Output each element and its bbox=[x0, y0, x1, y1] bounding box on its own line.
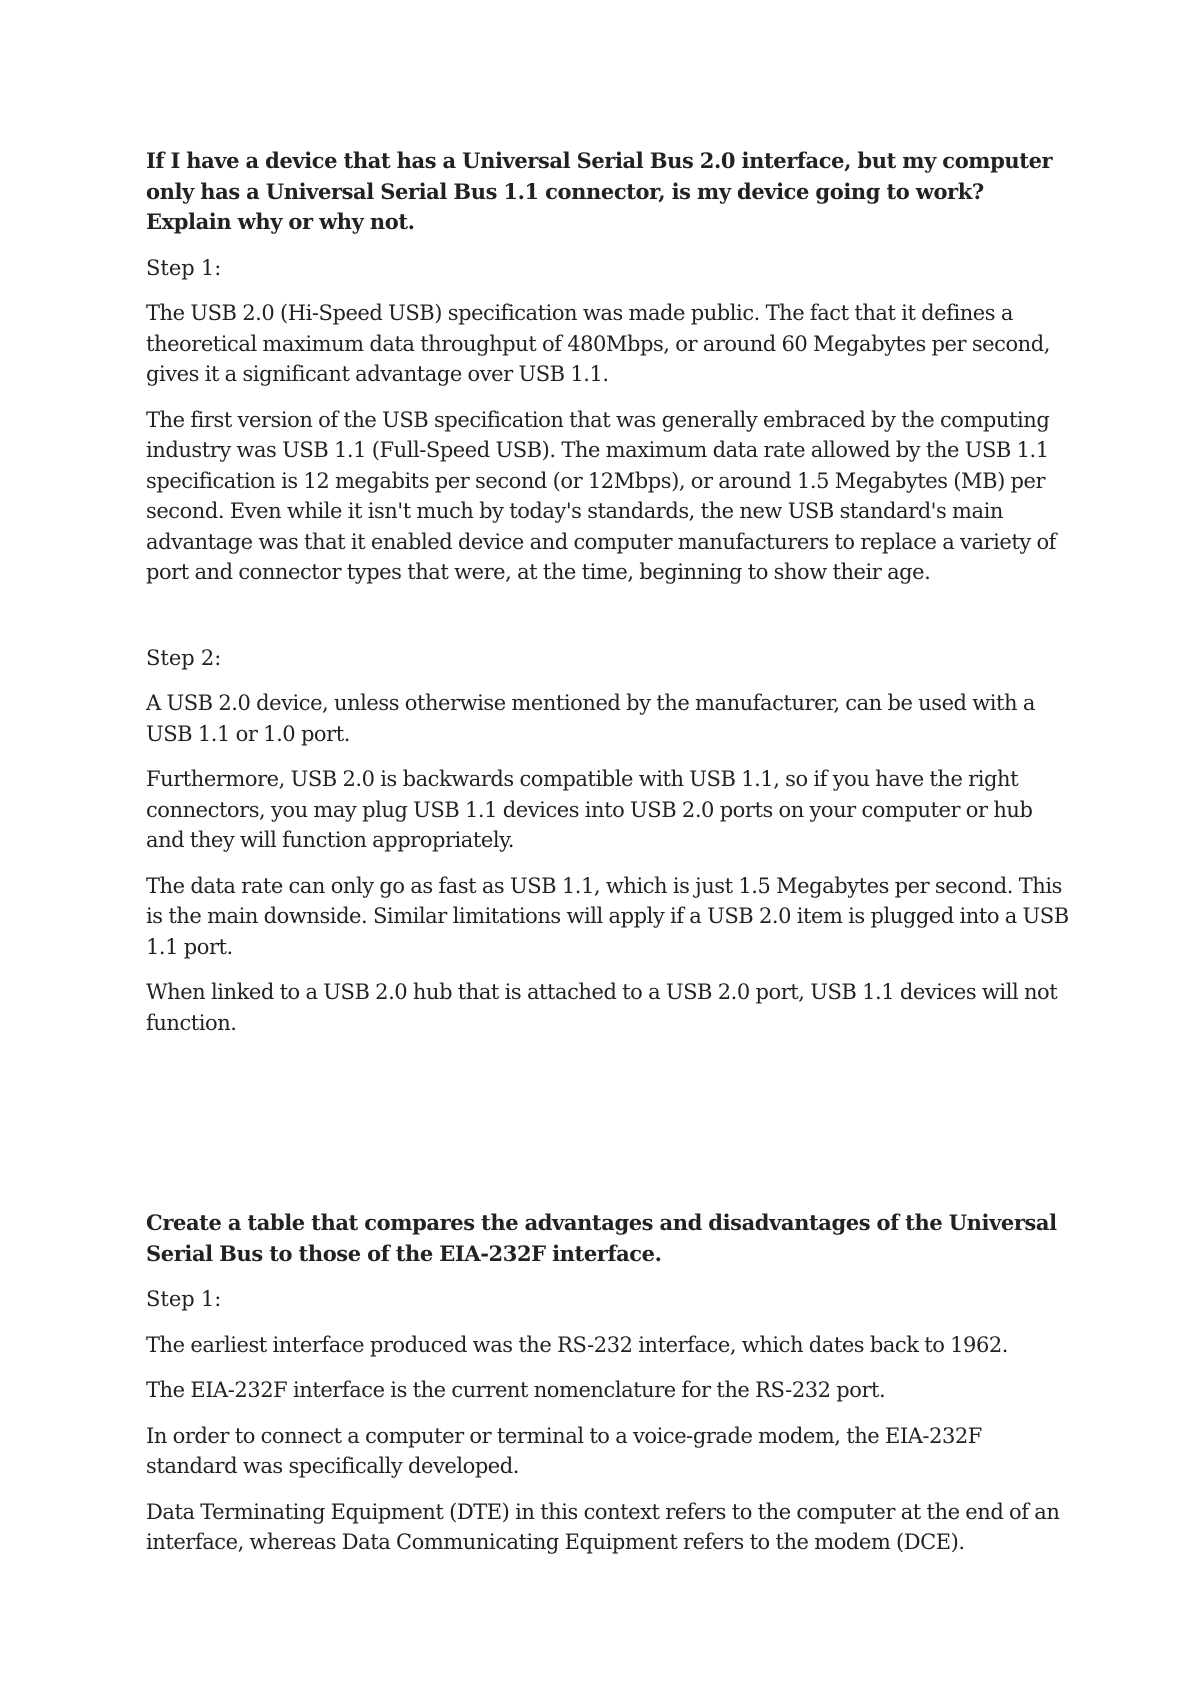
question-heading: If I have a device that has a Universal Serial Bus 2.0 interface, but my computer only has a Universal Serial Bus 1.1 connector, is my device going to work? Explain why or why not. bbox=[146, 148, 1053, 234]
paragraph: The earliest interface produced was the RS-232 interface, which dates back to 1962. bbox=[146, 1332, 1008, 1357]
paragraph: A USB 2.0 device, unless otherwise mentioned by the manufacturer, can be used with a USB 1.1 or 1.0 port. bbox=[146, 691, 1035, 746]
question-heading: Create a table that compares the advantages and disadvantages of the Universal Serial Bus to those of the EIA-232F interface. bbox=[146, 1210, 1057, 1266]
step-label: Step 1: bbox=[146, 1287, 222, 1311]
section-usb-vs-eia232f bbox=[146, 1208, 1074, 1558]
document-body bbox=[146, 146, 1074, 1573]
paragraph: The USB 2.0 (Hi-Speed USB) specification was made public. The fact that it defines a theoretical maximum data throughput of 480Mbps, or around 60 Megabytes per second, gives it a significant advantage over USB 1.1. bbox=[146, 301, 1050, 386]
step-label: Step 2: bbox=[146, 645, 222, 670]
paragraph: The first version of the USB specification that was generally embraced by the computing industry was USB 1.1 (Full-Speed USB). The maximum data rate allowed by the USB 1.1 specification is 12 megabits per second (or 12Mbps), or around 1.5 Megabytes (MB) per second. Even while it isn't much by today's standards, the new USB standard's main advantage was that it enabled device and computer manufacturers to replace a variety of port and connector types that were, at the time, beginning to show their age. bbox=[146, 407, 1057, 584]
paragraph: Furthermore, USB 2.0 is backwards compatible with USB 1.1, so if you have the right connectors, you may plug USB 1.1 devices into USB 2.0 ports on your computer or hub and they will function appropriately. bbox=[146, 767, 1033, 852]
section-usb-compatibility bbox=[146, 146, 1074, 1038]
paragraph: The data rate can only go as fast as USB 1.1, which is just 1.5 Megabytes per second. This is the main downside. Similar limitations will apply if a USB 2.0 item is plugged into a USB 1.1 port. bbox=[146, 873, 1069, 959]
spacer bbox=[146, 603, 1074, 643]
paragraph: Data Terminating Equipment (DTE) in this context refers to the computer at the end of an interface, whereas Data Communicating Equipment refers to the modem (DCE). bbox=[146, 1499, 1060, 1554]
spacer bbox=[146, 1053, 1074, 1208]
paragraph: When linked to a USB 2.0 hub that is attached to a USB 2.0 port, USB 1.1 devices will not function. bbox=[146, 980, 1058, 1035]
paragraph: In order to connect a computer or terminal to a voice-grade modem, the EIA-232F standard was specifically developed. bbox=[146, 1423, 982, 1478]
step-label: Step 1: bbox=[146, 255, 222, 280]
paragraph: The EIA-232F interface is the current nomenclature for the RS-232 port. bbox=[146, 1378, 886, 1402]
